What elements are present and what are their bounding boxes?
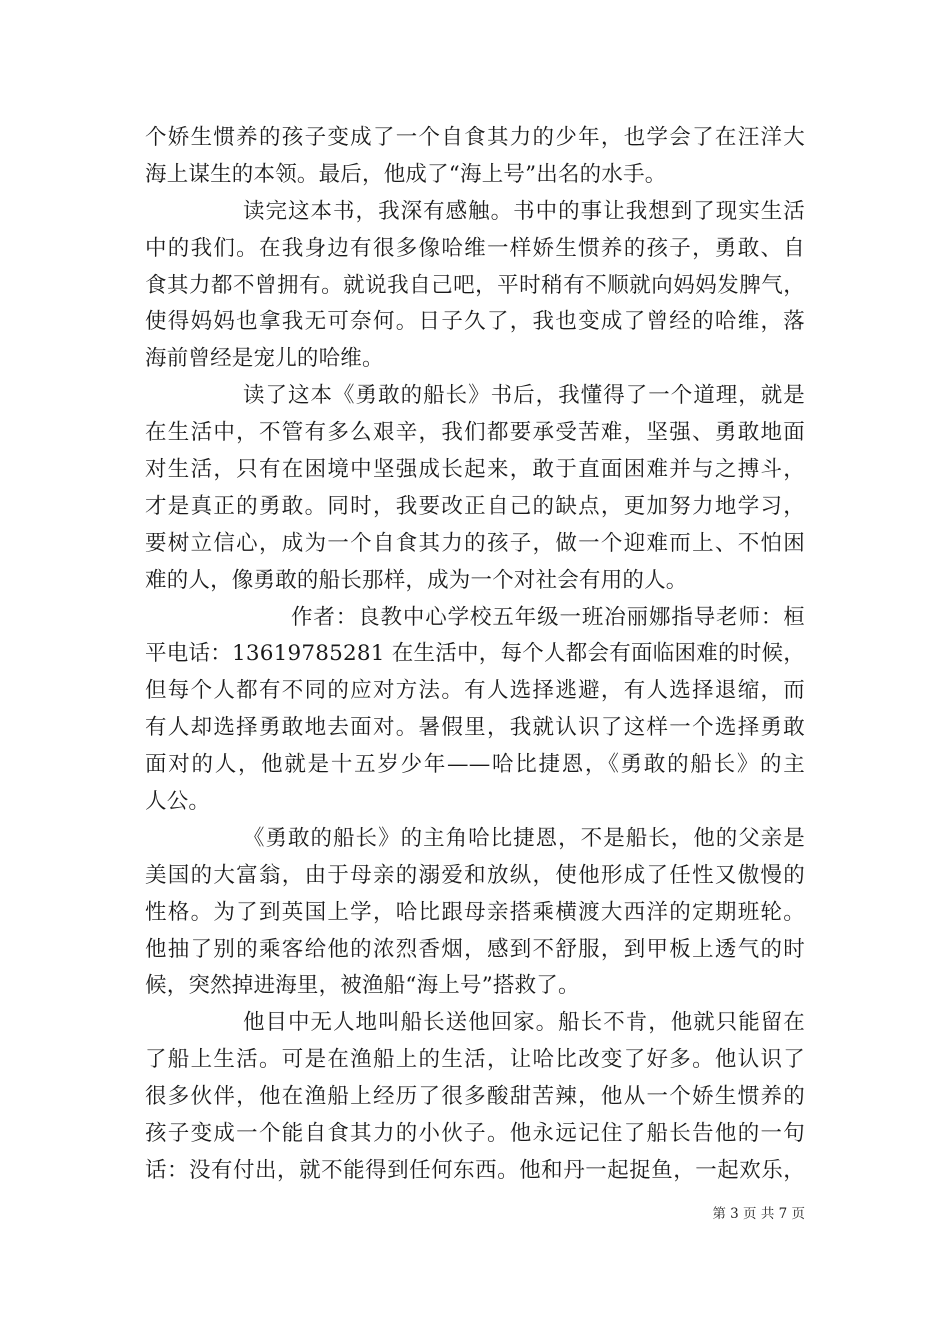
text-line: 难的人，像勇敢的船长那样，成为一个对社会有用的人。 [145, 567, 688, 593]
text-line: 他目中无人地叫船长送他回家。船长不肯，他就只能留在 [243, 1010, 805, 1036]
text-line: 但每个人都有不同的应对方法。有人选择逃避，有人选择退缩，而 [145, 678, 805, 704]
author-line: 作者：良教中心学校五年级一班冶丽娜指导老师：桓 [291, 604, 805, 630]
text-line: 候，突然掉进海里，被渔船“海上号”搭救了。 [145, 973, 580, 999]
text-line: 人公。 [145, 789, 211, 815]
text-line: 读完这本书，我深有感触。书中的事让我想到了现实生活 [243, 198, 805, 224]
text-line: 海上谋生的本领。最后，他成了“海上号”出名的水手。 [145, 161, 667, 187]
text-line: 平电话：13619785281 在生活中，每个人都会有面临困难的时候， [145, 641, 805, 667]
text-line: 要树立信心，成为一个自食其力的孩子，做一个迎难而上、不怕困 [145, 530, 805, 556]
text-line: 中的我们。在我身边有很多像哈维一样娇生惯养的孩子，勇敢、自 [145, 235, 805, 261]
page-number: 第 3 页 共 7 页 [712, 1206, 805, 1222]
text-line: 在生活中，不管有多么艰辛，我们都要承受苦难，坚强、勇敢地面 [145, 420, 805, 446]
document-body [145, 120, 805, 1190]
text-line: 美国的大富翁，由于母亲的溺爱和放纵，使他形成了任性又傲慢的 [145, 862, 805, 888]
text-line: 才是真正的勇敢。同时，我要改正自己的缺点，更加努力地学习， [145, 493, 805, 519]
text-line: 话：没有付出，就不能得到任何东西。他和丹一起捉鱼，一起欢乐， [145, 1157, 805, 1183]
text-line: 读了这本《勇敢的船长》书后，我懂得了一个道理，就是 [243, 383, 805, 409]
text-line: 孩子变成一个能自食其力的小伙子。他永远记住了船长告他的一句 [145, 1121, 805, 1147]
text-line: 个娇生惯养的孩子变成了一个自食其力的少年，也学会了在汪洋大 [145, 125, 805, 150]
text-line: 性格。为了到英国上学，哈比跟母亲搭乘横渡大西洋的定期班轮。 [145, 899, 805, 925]
text-line: 面对的人，他就是十五岁少年——哈比捷恩，《勇敢的船长》的主 [145, 752, 805, 778]
text-line: 食其力都不曾拥有。就说我自己吧，平时稍有不顺就向妈妈发脾气， [145, 272, 805, 298]
text-line: 了船上生活。可是在渔船上的生活，让哈比改变了好多。他认识了 [145, 1047, 805, 1073]
text-line: 《勇敢的船长》的主角哈比捷恩，不是船长，他的父亲是 [243, 825, 805, 851]
text-line: 有人却选择勇敢地去面对。暑假里，我就认识了这样一个选择勇敢 [145, 715, 805, 741]
text-line: 使得妈妈也拿我无可奈何。日子久了，我也变成了曾经的哈维，落 [145, 309, 805, 335]
text-line: 海前曾经是宠儿的哈维。 [145, 346, 384, 372]
text-line: 对生活，只有在困境中坚强成长起来，敢于直面困难并与之搏斗， [145, 457, 805, 483]
text-line: 他抽了别的乘客给他的浓烈香烟，感到不舒服，到甲板上透气的时 [145, 936, 805, 962]
text-line: 很多伙伴，他在渔船上经历了很多酸甜苦辣，他从一个娇生惯养的 [145, 1084, 805, 1110]
